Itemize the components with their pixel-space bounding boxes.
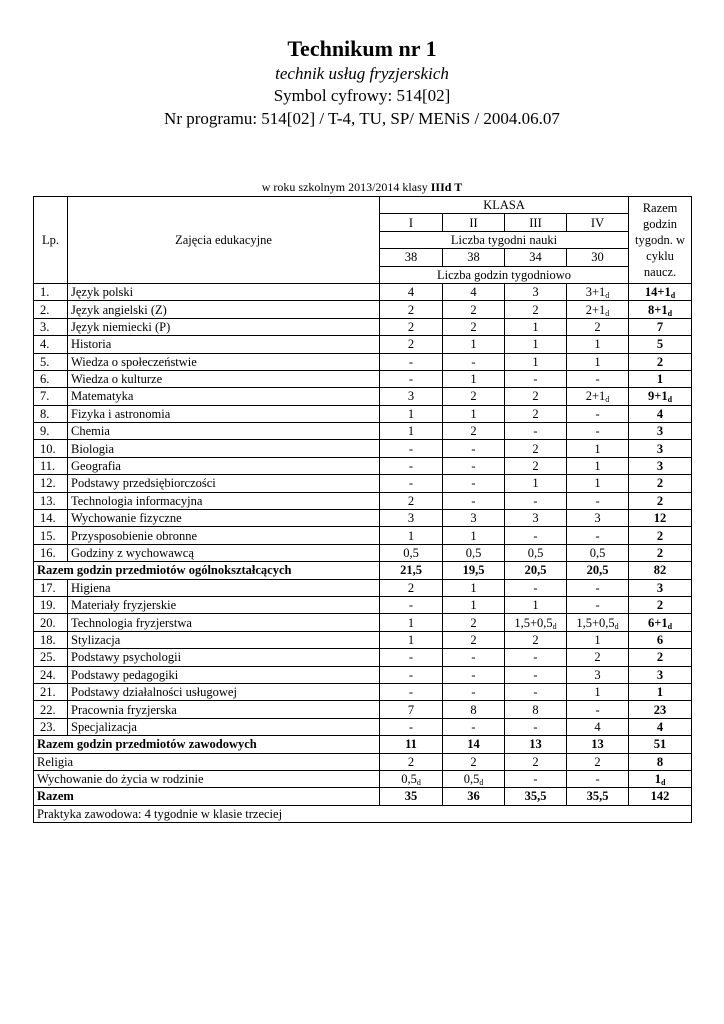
hours-cell: 1 (567, 457, 629, 474)
total-cell: 2 (629, 492, 692, 509)
hours-cell: - (505, 492, 567, 509)
hours-cell: 1 (505, 318, 567, 335)
row-number: 5. (34, 353, 68, 370)
sum-hours-cell: 20,5 (567, 562, 629, 579)
hours-cell: - (380, 649, 443, 666)
subject-name: Język angielski (Z) (68, 301, 380, 318)
hours-cell: 1 (380, 423, 443, 440)
subject-name: Higiena (68, 579, 380, 596)
subject-name: Podstawy pedagogiki (68, 666, 380, 683)
table-row (34, 388, 692, 405)
hours-cell: 1 (443, 336, 505, 353)
total-header: Razem godzin tygodn. w cyklu naucz. (629, 197, 692, 284)
row-number: 8. (34, 405, 68, 422)
hours-cell: 2 (505, 457, 567, 474)
subject-name: Podstawy działalności usługowej (68, 683, 380, 700)
sum-hours-cell: 36 (443, 788, 505, 805)
row-number: 18. (34, 631, 68, 648)
table-caption (0, 180, 724, 195)
hours-cell: - (567, 701, 629, 718)
hours-cell: 2 (505, 388, 567, 405)
subject-name: Godziny z wychowawcą (68, 544, 380, 561)
hours-cell: $3+1_d$ (567, 283, 629, 300)
sum-total-cell: 82 (629, 562, 692, 579)
sum-label: Razem (34, 788, 380, 805)
subscript-marker: d (605, 308, 610, 318)
subject-name: Wychowanie fizyczne (68, 510, 380, 527)
table-row (34, 596, 692, 613)
hours-cell: 1 (567, 336, 629, 353)
hours-cell: - (443, 718, 505, 735)
row-number: 24. (34, 666, 68, 683)
total-cell: 2 (629, 596, 692, 613)
row-number: 17. (34, 579, 68, 596)
row-number: 11. (34, 457, 68, 474)
hours-cell: 0,5 (380, 544, 443, 561)
table-row (34, 527, 692, 544)
hours-cell: 2 (505, 631, 567, 648)
weeks-value: 38 (443, 249, 505, 266)
hours-cell: 1 (443, 527, 505, 544)
hours-cell: 2 (505, 405, 567, 422)
total-cell: $6+1_d$ (629, 614, 692, 631)
total-cell: 1 (629, 370, 692, 387)
subject-header: Zajęcia edukacyjne (68, 197, 380, 284)
hours-cell: - (505, 649, 567, 666)
extra-row (34, 753, 692, 770)
hours-cell: 2 (505, 301, 567, 318)
weeks-label: Liczba tygodni nauki (380, 231, 629, 248)
table-row (34, 301, 692, 318)
total-cell: 23 (629, 701, 692, 718)
hours-cell: - (505, 423, 567, 440)
hours-cell: 2 (443, 301, 505, 318)
subject-name: Pracownia fryzjerska (68, 701, 380, 718)
hours-cell: 1 (443, 596, 505, 613)
hours-cell: 7 (380, 701, 443, 718)
hours-cell: 1 (443, 579, 505, 596)
row-number: 9. (34, 423, 68, 440)
hours-cell: 2 (567, 318, 629, 335)
hours-cell: 2 (505, 440, 567, 457)
total-cell: 2 (629, 475, 692, 492)
total-cell: 5 (629, 336, 692, 353)
lp-header: Lp. (34, 197, 68, 284)
row-number: 10. (34, 440, 68, 457)
hours-cell: 3 (443, 510, 505, 527)
sum-hours-cell: 19,5 (443, 562, 505, 579)
hours-cell: $0,5_d$ (443, 770, 505, 787)
weeks-value: 34 (505, 249, 567, 266)
hours-cell: - (380, 683, 443, 700)
subject-name: Wiedza o społeczeństwie (68, 353, 380, 370)
subscript-marker: d (552, 621, 557, 631)
hours-cell: 3 (505, 283, 567, 300)
table-row (34, 492, 692, 509)
table-row (34, 718, 692, 735)
total-cell: 4 (629, 405, 692, 422)
table-row (34, 440, 692, 457)
subject-name: Stylizacja (68, 631, 380, 648)
hours-cell: $2+1_d$ (567, 388, 629, 405)
table-row (34, 614, 692, 631)
hours-cell: - (567, 370, 629, 387)
total-cell: 3 (629, 440, 692, 457)
total-cell: $1_d$ (629, 770, 692, 787)
hours-cell: 1 (567, 631, 629, 648)
year-header: II (443, 214, 505, 231)
hours-cell: - (505, 527, 567, 544)
curriculum-table (33, 196, 692, 823)
subject-name: Specjalizacja (68, 718, 380, 735)
weeks-value: 38 (380, 249, 443, 266)
hours-cell: 2 (443, 614, 505, 631)
total-cell: $8+1_d$ (629, 301, 692, 318)
hours-cell: 1 (567, 440, 629, 457)
subject-name: Matematyka (68, 388, 380, 405)
subscript-marker: d (605, 395, 610, 405)
table-row (34, 510, 692, 527)
hours-cell: - (567, 770, 629, 787)
hours-cell: 3 (505, 510, 567, 527)
row-number: 4. (34, 336, 68, 353)
hours-cell: - (505, 370, 567, 387)
hours-cell: $1,5+0,5_d$ (505, 614, 567, 631)
hours-cell: 8 (443, 701, 505, 718)
hours-cell: 0,5 (567, 544, 629, 561)
hours-cell: 2 (567, 753, 629, 770)
hours-cell: - (505, 683, 567, 700)
row-number: 3. (34, 318, 68, 335)
total-cell: 3 (629, 457, 692, 474)
row-number: 12. (34, 475, 68, 492)
subject-name: Materiały fryzjerskie (68, 596, 380, 613)
hours-cell: - (443, 492, 505, 509)
table-row (34, 370, 692, 387)
hours-cell: 2 (380, 336, 443, 353)
row-number: 6. (34, 370, 68, 387)
subscript-marker: d (416, 778, 421, 788)
subject-name: Technologia informacyjna (68, 492, 380, 509)
sum-hours-cell: 20,5 (505, 562, 567, 579)
subscript-marker: d (479, 778, 484, 788)
hours-cell: 1 (567, 475, 629, 492)
hours-cell: 4 (380, 283, 443, 300)
subject-name: Biologia (68, 440, 380, 457)
total-cell: 12 (629, 510, 692, 527)
sum-hours-cell: 35,5 (505, 788, 567, 805)
hours-cell: 1 (505, 353, 567, 370)
hours-cell: $2+1_d$ (567, 301, 629, 318)
sum-hours-cell: 14 (443, 736, 505, 753)
sum-row (34, 788, 692, 805)
hours-cell: $1,5+0,5_d$ (567, 614, 629, 631)
hours-cell: 3 (380, 510, 443, 527)
caption-text: w roku szkolnym 2013/2014 klasy (261, 180, 428, 194)
hours-cell: 2 (380, 301, 443, 318)
hours-cell: 1 (505, 336, 567, 353)
subscript-marker: d (614, 621, 619, 631)
hours-cell: 2 (380, 492, 443, 509)
hours-cell: 4 (443, 283, 505, 300)
hours-cell: 2 (443, 631, 505, 648)
hours-cell: - (505, 666, 567, 683)
hours-cell: 3 (567, 510, 629, 527)
table-row (34, 631, 692, 648)
hours-cell: - (380, 457, 443, 474)
sum-total-cell: 142 (629, 788, 692, 805)
hours-cell: 2 (567, 649, 629, 666)
hours-cell: - (567, 527, 629, 544)
table-row (34, 649, 692, 666)
hours-cell: - (380, 353, 443, 370)
total-cell: 8 (629, 753, 692, 770)
header-row (34, 197, 692, 214)
hours-cell: 1 (380, 614, 443, 631)
hours-cell: - (380, 596, 443, 613)
profession-subtitle: technik usług fryzjerskich (275, 64, 449, 83)
hours-cell: 1 (380, 527, 443, 544)
total-cell: 1 (629, 683, 692, 700)
table-row (34, 683, 692, 700)
total-cell: $14+1_d$ (629, 283, 692, 300)
total-cell: 3 (629, 666, 692, 683)
hours-cell: 2 (443, 423, 505, 440)
hours-cell: 1 (505, 596, 567, 613)
footer-row (34, 805, 692, 822)
row-number: 1. (34, 283, 68, 300)
sum-hours-cell: 13 (567, 736, 629, 753)
sum-label: Razem godzin przedmiotów ogólnokształcących (34, 562, 380, 579)
row-number: 16. (34, 544, 68, 561)
table-row (34, 579, 692, 596)
total-cell: 2 (629, 649, 692, 666)
subject-name: Podstawy przedsiębiorczości (68, 475, 380, 492)
total-cell: 6 (629, 631, 692, 648)
hours-cell: - (567, 596, 629, 613)
total-cell: 2 (629, 527, 692, 544)
total-cell: 7 (629, 318, 692, 335)
weeks-value: 30 (567, 249, 629, 266)
row-number: 25. (34, 649, 68, 666)
total-cell: 3 (629, 579, 692, 596)
table-row (34, 336, 692, 353)
program-line: Nr programu: 514[02] / T-4, TU, SP/ MENiS / 2004.06.07 (164, 109, 560, 128)
subject-name: Podstawy psychologii (68, 649, 380, 666)
total-cell: 4 (629, 718, 692, 735)
hours-cell: 3 (567, 666, 629, 683)
hours-cell: 8 (505, 701, 567, 718)
hours-cell: 1 (443, 405, 505, 422)
hours-cell: - (505, 718, 567, 735)
subject-name: Geografia (68, 457, 380, 474)
hours-cell: 1 (380, 405, 443, 422)
table-row (34, 475, 692, 492)
hours-cell: - (380, 475, 443, 492)
total-cell: $9+1_d$ (629, 388, 692, 405)
extra-row (34, 770, 692, 787)
hours-cell: - (505, 770, 567, 787)
sum-hours-cell: 21,5 (380, 562, 443, 579)
hours-cell: 3 (380, 388, 443, 405)
table-row (34, 318, 692, 335)
symbol-line: Symbol cyfrowy: 514[02] (273, 86, 451, 105)
hours-cell: 2 (380, 318, 443, 335)
hours-cell: - (443, 457, 505, 474)
total-cell: 3 (629, 423, 692, 440)
hours-cell: 2 (380, 753, 443, 770)
subject-name: Technologia fryzjerstwa (68, 614, 380, 631)
row-number: 2. (34, 301, 68, 318)
hours-cell: $0,5_d$ (380, 770, 443, 787)
year-header: I (380, 214, 443, 231)
subject-name: Chemia (68, 423, 380, 440)
row-number: 21. (34, 683, 68, 700)
sum-row (34, 562, 692, 579)
extra-subject-name: Religia (34, 753, 380, 770)
hours-cell: 1 (567, 683, 629, 700)
table-row (34, 666, 692, 683)
hours-cell: - (505, 579, 567, 596)
subscript-marker: d (667, 621, 673, 631)
subject-name: Język niemiecki (P) (68, 318, 380, 335)
sum-hours-cell: 11 (380, 736, 443, 753)
class-name: IIId T (430, 180, 463, 194)
row-number: 22. (34, 701, 68, 718)
sum-row (34, 736, 692, 753)
sum-hours-cell: 13 (505, 736, 567, 753)
sum-total-cell: 51 (629, 736, 692, 753)
row-number: 19. (34, 596, 68, 613)
table-row (34, 353, 692, 370)
hours-cell: - (443, 440, 505, 457)
table-row (34, 457, 692, 474)
hours-cell: 0,5 (505, 544, 567, 561)
hours-cell: - (443, 683, 505, 700)
hours-cell: 2 (443, 318, 505, 335)
table-row (34, 423, 692, 440)
extra-subject-name: Wychowanie do życia w rodzinie (34, 770, 380, 787)
table-row (34, 701, 692, 718)
subject-name: Język polski (68, 283, 380, 300)
hours-cell: - (443, 475, 505, 492)
hours-cell: - (380, 718, 443, 735)
hours-cell: 1 (567, 353, 629, 370)
total-cell: 2 (629, 544, 692, 561)
sum-hours-cell: 35,5 (567, 788, 629, 805)
total-cell: 2 (629, 353, 692, 370)
hours-label: Liczba godzin tygodniowo (380, 266, 629, 283)
table-row (34, 283, 692, 300)
subject-name: Fizyka i astronomia (68, 405, 380, 422)
hours-cell: - (380, 370, 443, 387)
subject-name: Przysposobienie obronne (68, 527, 380, 544)
hours-cell: 2 (443, 753, 505, 770)
row-number: 13. (34, 492, 68, 509)
sum-label: Razem godzin przedmiotów zawodowych (34, 736, 380, 753)
row-number: 23. (34, 718, 68, 735)
hours-cell: - (380, 440, 443, 457)
hours-cell: 1 (505, 475, 567, 492)
subject-name: Wiedza o kulturze (68, 370, 380, 387)
hours-cell: - (443, 353, 505, 370)
table-row (34, 405, 692, 422)
hours-cell: 4 (567, 718, 629, 735)
subscript-marker: d (667, 395, 673, 405)
hours-cell: 2 (380, 579, 443, 596)
subject-name: Historia (68, 336, 380, 353)
sum-hours-cell: 35 (380, 788, 443, 805)
klasa-header: KLASA (380, 197, 629, 214)
row-number: 14. (34, 510, 68, 527)
hours-cell: 2 (505, 753, 567, 770)
subscript-marker: d (605, 291, 610, 301)
practice-note: Praktyka zawodowa: 4 tygodnie w klasie trzeciej (34, 805, 692, 822)
hours-cell: - (567, 492, 629, 509)
hours-cell: 0,5 (443, 544, 505, 561)
subscript-marker: d (667, 308, 673, 318)
hours-cell: - (567, 423, 629, 440)
year-header: IV (567, 214, 629, 231)
row-number: 15. (34, 527, 68, 544)
row-number: 20. (34, 614, 68, 631)
table-row (34, 544, 692, 561)
hours-cell: 1 (443, 370, 505, 387)
hours-cell: - (443, 649, 505, 666)
row-number: 7. (34, 388, 68, 405)
hours-cell: - (380, 666, 443, 683)
school-title: Technikum nr 1 (287, 36, 437, 61)
document-header (0, 34, 724, 130)
hours-cell: 2 (443, 388, 505, 405)
year-header: III (505, 214, 567, 231)
subscript-marker: d (670, 291, 676, 301)
hours-cell: - (567, 579, 629, 596)
hours-cell: - (567, 405, 629, 422)
hours-cell: 1 (380, 631, 443, 648)
hours-cell: - (443, 666, 505, 683)
subscript-marker: d (660, 778, 666, 788)
